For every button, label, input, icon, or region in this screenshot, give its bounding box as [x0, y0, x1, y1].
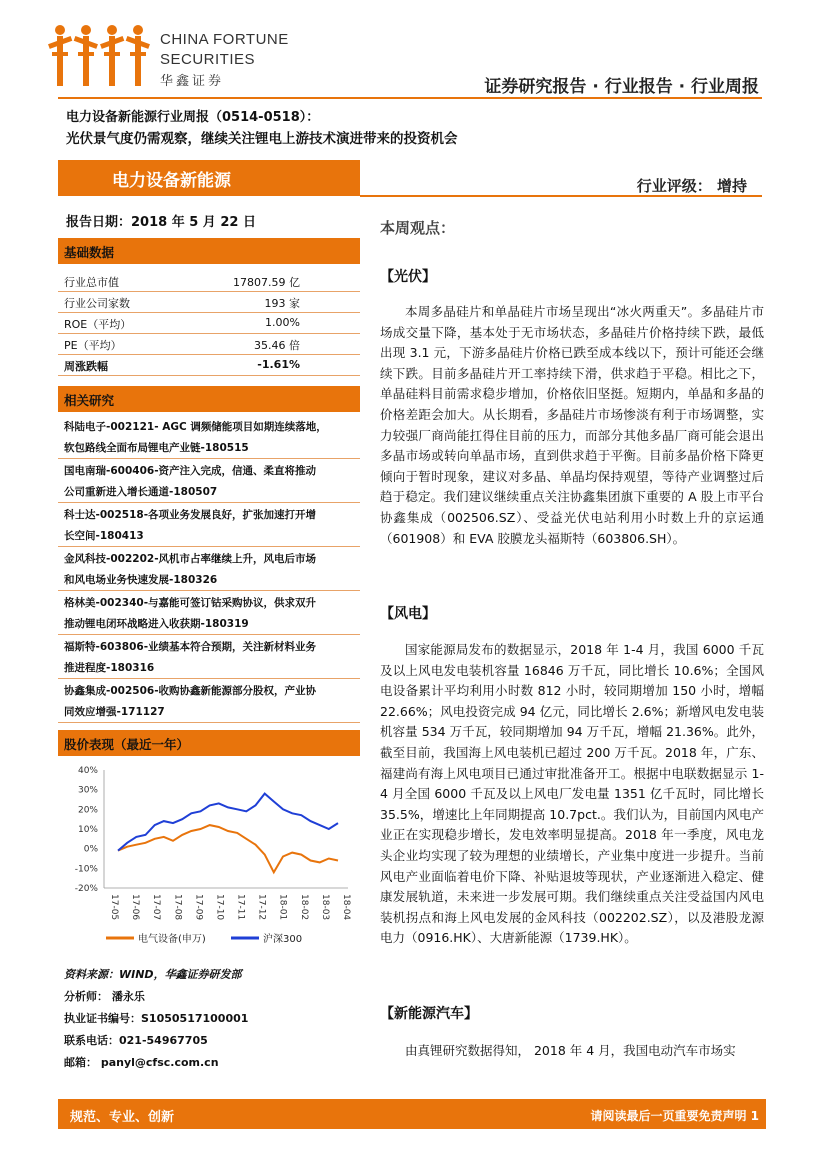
y-tick-label: -20%	[74, 884, 98, 894]
research-item[interactable]: 国电南瑞-600406-资产注入完成，信通、柔直将推动 公司重新进入增长通道-180507	[58, 459, 360, 503]
y-tick-label: 40%	[77, 766, 98, 776]
basic-data-row: PE（平均） 35.46 倍	[58, 333, 360, 355]
research-item[interactable]: 福斯特-603806-业绩基本符合预期，关注新材料业务 推进程度-180316	[58, 635, 360, 679]
x-tick-label: 17-05	[109, 894, 119, 921]
series-line-electrical-equipment	[118, 825, 338, 872]
basic-data-row: 周涨跌幅 -1.61%	[58, 354, 360, 376]
y-tick-label: -10%	[74, 864, 98, 875]
report-title-line2: 光伏景气度仍需观察，继续关注锂电上游技术演进带来的投资机会	[66, 131, 458, 147]
footer-slogan: 规范、专业、创新	[70, 1110, 175, 1125]
x-tick-label: 17-10	[214, 894, 225, 921]
company-logo-icon	[42, 24, 152, 86]
wind-heading: 【风电】	[380, 606, 436, 622]
x-tick-label: 17-08	[172, 894, 183, 921]
y-tick-label: 0%	[83, 844, 98, 855]
x-tick-label: 18-04	[341, 894, 351, 921]
nev-paragraph: 由真锂研究数据得知， 2018 年 4 月，我国电动汽车市场实	[405, 1043, 736, 1058]
basic-data-heading: 基础数据	[58, 238, 360, 264]
research-item[interactable]: 协鑫集成-002506-收购协鑫新能源部分股权，产业协 同效应增强-171127	[58, 679, 360, 723]
logo-english: CHINA FORTUNE SECURITIES	[160, 31, 289, 68]
legend-label: 电气设备(申万)	[138, 934, 206, 945]
pv-heading: 【光伏】	[380, 269, 436, 285]
footer-disclaimer[interactable]: 请阅读最后一页重要免责声明 1	[590, 1109, 759, 1123]
industry-rating: 行业评级： 增持	[636, 177, 747, 195]
x-tick-label: 17-12	[256, 894, 267, 921]
pv-paragraph: 本周多晶硅片和单晶硅片市场呈现出“冰火两重天”。多晶硅片市场成交量下降，基本处于无市场状态，多晶硅片价格持续下跌，最低出现 3.1 元，下游多晶硅片价格已跌至成本线以下，预计可能还会继续下跌。目前多晶硅片开工率持续下滑，供求趋于平稳。相比之下，单晶硅料目前需求稳步增加，价格依旧坚挺。短期内，单晶和多晶的价格差距会加大。从长期看，多晶硅片市场惨淡有利于市场调整，实力较强厂商尚能扛得住目前的压力，而部分其他多晶厂商可能会退出多晶市场或转向单晶市场，直到供求趋于平衡。目前多晶价格下降更倾向于暂时现象，建议对多晶、单晶均保持观望，等待产业调整过后趋于稳定。我们建议继续重点关注协鑫集团旗下重要的 A 股上市平台协鑫集成（002506.SZ）、受益光伏电站利用小时数上升的京运通（601908）和 EVA 胶膜龙头福斯特（603806.SH）。	[380, 304, 764, 546]
series-line-csi300	[118, 794, 338, 851]
x-tick-label: 17-07	[151, 894, 162, 921]
y-tick-label: 10%	[77, 825, 98, 835]
license-number: 执业证书编号：S1050517100001	[64, 1012, 249, 1025]
logo-chinese: 华鑫证券	[160, 74, 225, 89]
research-item[interactable]: 金风科技-002202-风机市占率继续上升，风电后市场 和风电场业务快速发展-180326	[58, 547, 360, 591]
wind-paragraph: 国家能源局发布的数据显示，2018 年 1-4 月，我国 6000 千瓦及以上风电发电装机容量 16846 万千瓦，同比增长 10.6%；全国风电设备累计平均利用小时数 812 小时，较同期增加 150 小时，增幅 22.66%；风电投资完成 94 亿元，同比增长 2.6%；新增风电发电装机容量 534 万千瓦，较同期增加 94 万千瓦，增幅 21.36%。此外，截至目前，我国海上风电装机已超过 200 万千瓦。2018 年，广东、福建尚有海上风电项目已通过审批准备开工。根据中电联数据显示 1-4 月全国 6000 千瓦及以上风电厂发电量 1351 亿千瓦时，同比增长 35.5%，增速比上年同期提高 10.7pct.。我们认为，目前国内风电产业正在实现稳步增长，发电效率明显提高。2018 年一季度，风电龙头企业均实现了较为理想的业绩增长，产业集中度进一步提升。当前风电产业面临着电价下降、补贴退坡等现状，产业逐渐进入稳定、健康发展轨道，未来进一步发展可期。我们继续重点关注受益国内风电装机拐点和海上风电发展的金风科技（002202.SZ），以及港股龙源电力（0916.HK）、大唐新能源（1739.HK）。	[380, 642, 764, 946]
stock-performance-chart	[58, 762, 360, 962]
contact-email[interactable]: 邮箱： panyl@cfsc.com.cn	[64, 1056, 219, 1069]
research-item[interactable]: 科陆电子-002121- AGC 调频储能项目如期连续落地， 软包路线全面布局锂电产业链-180515	[58, 415, 360, 459]
research-item[interactable]: 格林美-002340-与嘉能可签订钴采购协议，供求双升 推动锂电闭环战略进入收获期-180319	[58, 591, 360, 635]
basic-data-row: 行业公司家数 193 家	[58, 291, 360, 313]
nev-heading: 【新能源汽车】	[380, 1006, 478, 1022]
basic-data-row: 行业总市值 17807.59 亿	[58, 270, 360, 292]
x-tick-label: 18-03	[319, 894, 330, 921]
stock-performance-heading: 股价表现（最近一年）	[58, 730, 360, 756]
y-tick-label: 20%	[77, 805, 98, 816]
weekly-view-heading: 本周观点：	[380, 219, 456, 237]
x-tick-label: 17-06	[130, 894, 141, 921]
x-tick-label: 17-09	[193, 894, 204, 921]
x-tick-label: 18-01	[277, 894, 288, 921]
x-tick-label: 17-11	[235, 894, 246, 921]
report-type: 证券研究报告 · 行业报告 · 行业周报	[484, 77, 759, 97]
analyst: 分析师： 潘永乐	[64, 990, 145, 1003]
related-research-heading: 相关研究	[58, 386, 360, 412]
y-tick-label: 30%	[77, 785, 98, 796]
data-source: 资料来源：WIND，华鑫证券研发部	[64, 968, 242, 981]
research-item[interactable]: 科士达-002518-各项业务发展良好，扩张加速打开增 长空间-180413	[58, 503, 360, 547]
x-tick-label: 18-02	[298, 894, 309, 921]
basic-data-row: ROE（平均） 1.00%	[58, 312, 360, 334]
header-divider	[58, 97, 762, 99]
legend-label: 沪深300	[263, 934, 303, 945]
report-title-line1: 电力设备新能源行业周报（0514-0518）：	[66, 110, 320, 125]
contact-phone: 联系电话：021-54967705	[64, 1034, 208, 1047]
industry-name: 电力设备新能源	[112, 171, 231, 191]
report-date: 报告日期：2018 年 5 月 22 日	[66, 215, 256, 230]
